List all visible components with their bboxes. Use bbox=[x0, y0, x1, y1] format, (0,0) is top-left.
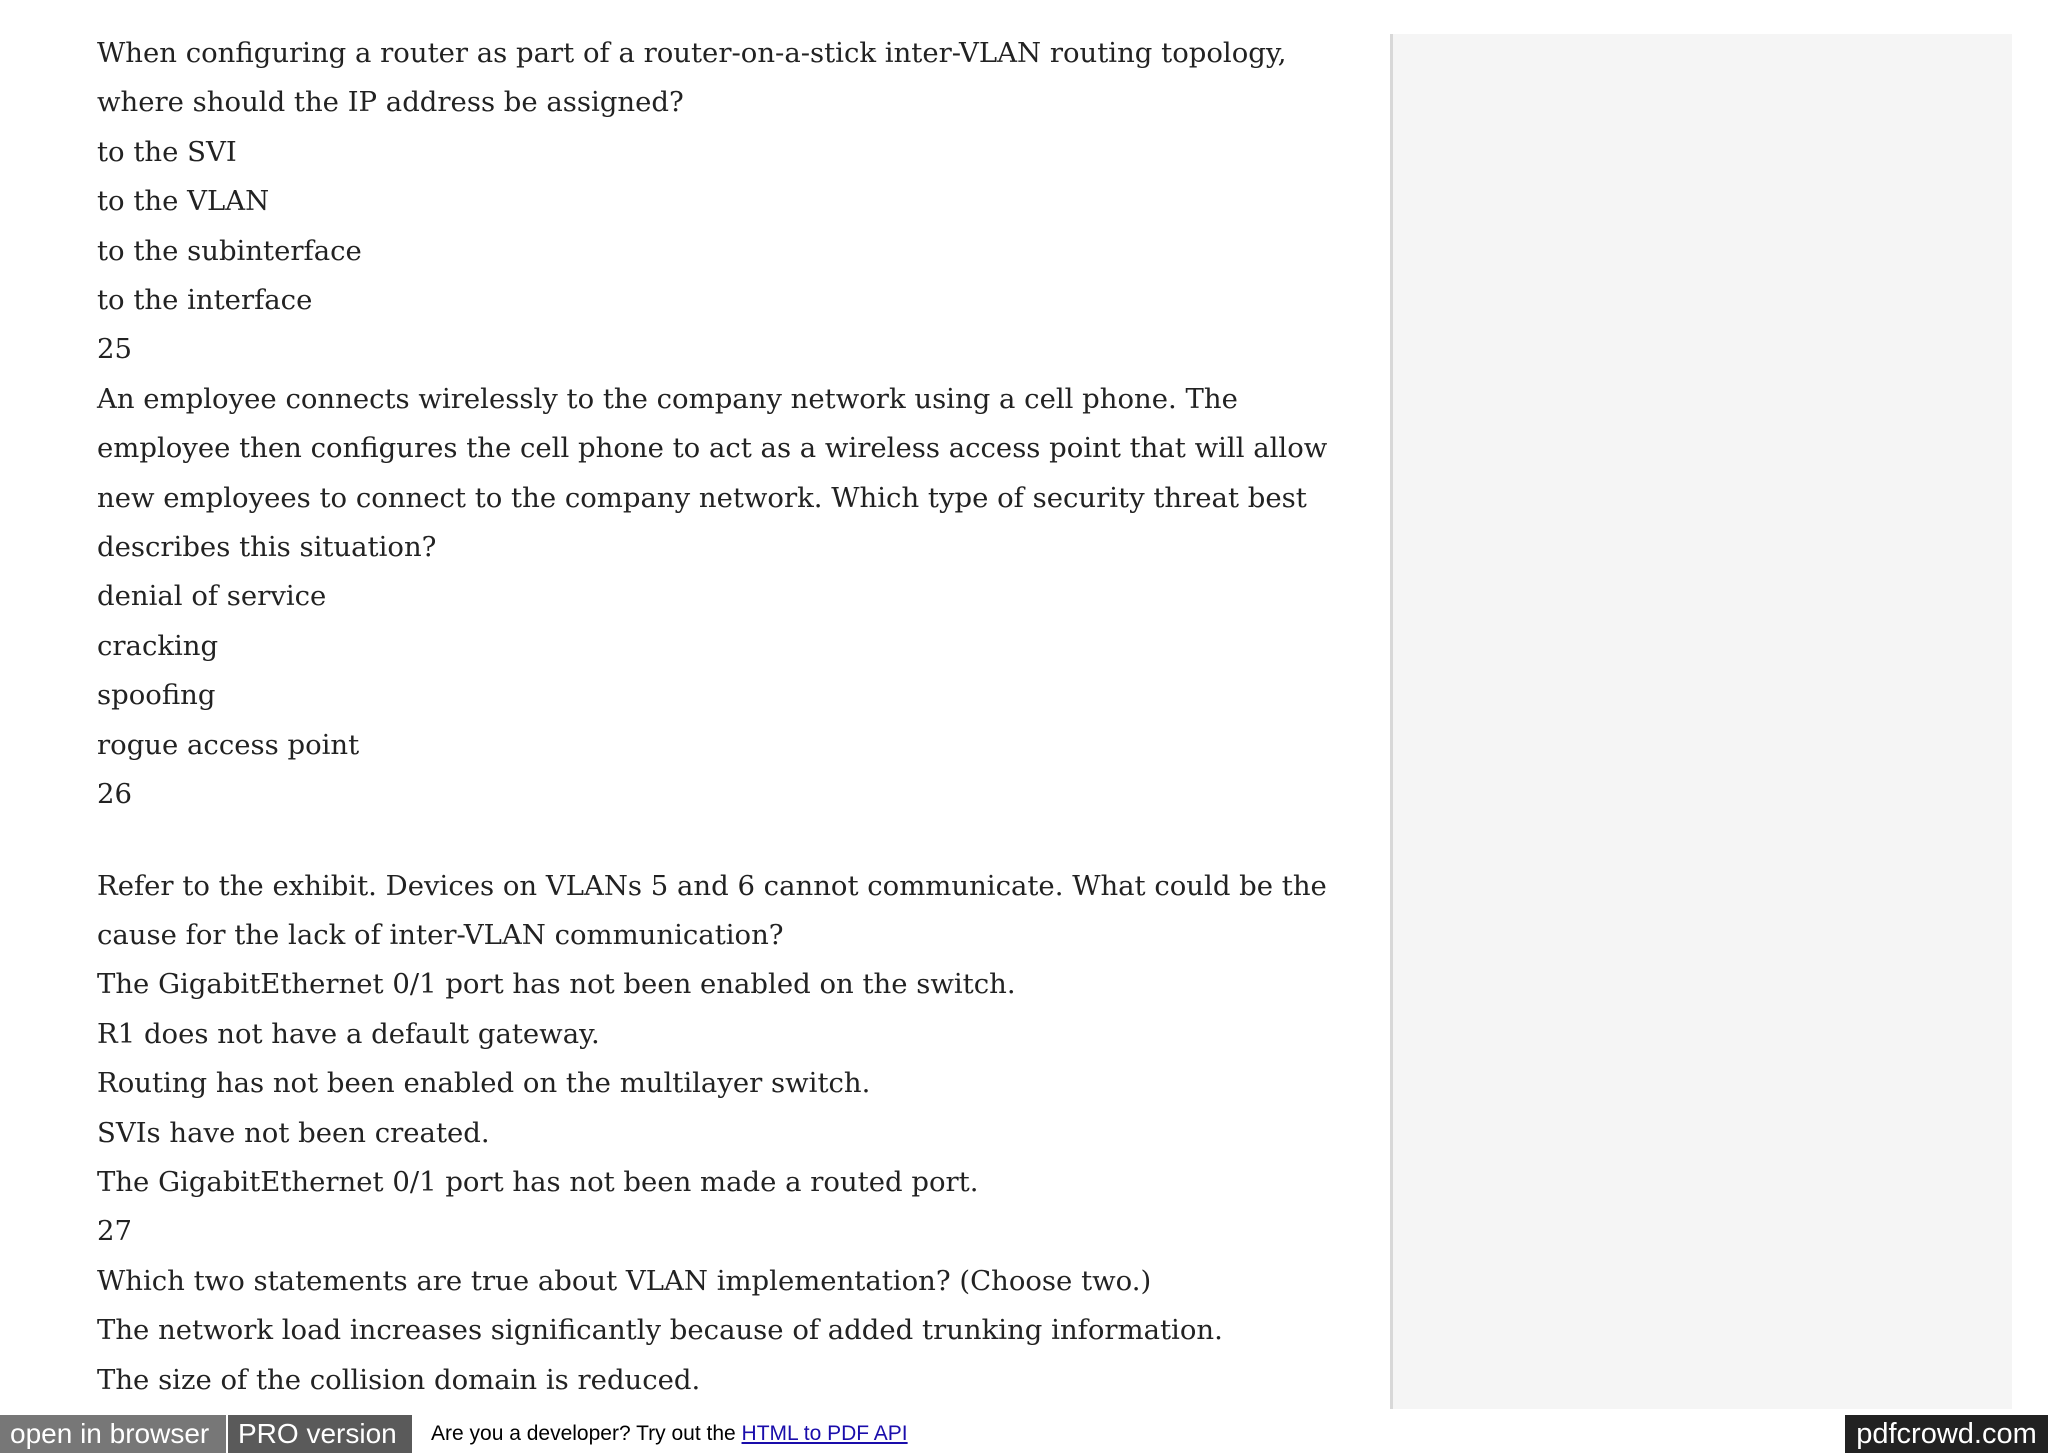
text-line: R1 does not have a default gateway. bbox=[97, 1017, 600, 1050]
text-line: cause for the lack of inter-VLAN communication? bbox=[97, 918, 784, 951]
open-in-browser-button[interactable]: open in browser bbox=[0, 1415, 226, 1453]
developer-promo-text bbox=[431, 1415, 908, 1453]
right-sidebar-panel bbox=[1390, 34, 2012, 1409]
text-line: to the subinterface bbox=[97, 234, 362, 267]
text-line: Refer to the exhibit. Devices on VLANs 5 and 6 cannot communicate. What could be the bbox=[97, 869, 1327, 902]
text-line: The network load increases significantly because of added trunking information. bbox=[97, 1314, 1223, 1347]
text-line: to the SVI bbox=[97, 135, 237, 168]
text-line: employee then configures the cell phone to act as a wireless access point that will allow bbox=[97, 432, 1328, 465]
text-line: Which two statements are true about VLAN implementation? (Choose two.) bbox=[97, 1264, 1152, 1297]
document-content bbox=[97, 29, 1347, 1405]
question-number: 25 bbox=[97, 333, 132, 366]
text-line: to the interface bbox=[97, 284, 313, 317]
question-number: 26 bbox=[97, 778, 132, 811]
blank-spacer bbox=[97, 820, 1347, 862]
html-to-pdf-api-link[interactable]: HTML to PDF API bbox=[741, 1422, 908, 1445]
text-line: denial of service bbox=[97, 580, 327, 613]
text-line: SVIs have not been created. bbox=[97, 1116, 490, 1149]
text-line: describes this situation? bbox=[97, 531, 437, 564]
developer-promo-label: Are you a developer? Try out the bbox=[431, 1422, 742, 1445]
text-line: spoofing bbox=[97, 679, 216, 712]
text-line: When configuring a router as part of a router-on-a-stick inter-VLAN routing topology, bbox=[97, 37, 1287, 69]
text-line: The size of the collision domain is reduced. bbox=[97, 1363, 701, 1396]
text-line: The GigabitEthernet 0/1 port has not been made a routed port. bbox=[97, 1165, 979, 1198]
text-line: cracking bbox=[97, 629, 219, 662]
pro-version-button[interactable]: PRO version bbox=[228, 1415, 412, 1453]
text-line: An employee connects wirelessly to the company network using a cell phone. The bbox=[97, 382, 1238, 415]
text-line: to the VLAN bbox=[97, 185, 270, 218]
pdfcrowd-brand-link[interactable]: pdfcrowd.com bbox=[1845, 1415, 2048, 1453]
question-number: 27 bbox=[97, 1215, 132, 1248]
text-line: new employees to connect to the company network. Which type of security threat best bbox=[97, 481, 1307, 514]
pdfcrowd-footer-bar bbox=[0, 1415, 2048, 1453]
text-line: where should the IP address be assigned? bbox=[97, 86, 684, 119]
text-line: rogue access point bbox=[97, 728, 360, 761]
text-line: The GigabitEthernet 0/1 port has not been enabled on the switch. bbox=[97, 968, 1016, 1001]
text-line: Routing has not been enabled on the multilayer switch. bbox=[97, 1067, 871, 1100]
